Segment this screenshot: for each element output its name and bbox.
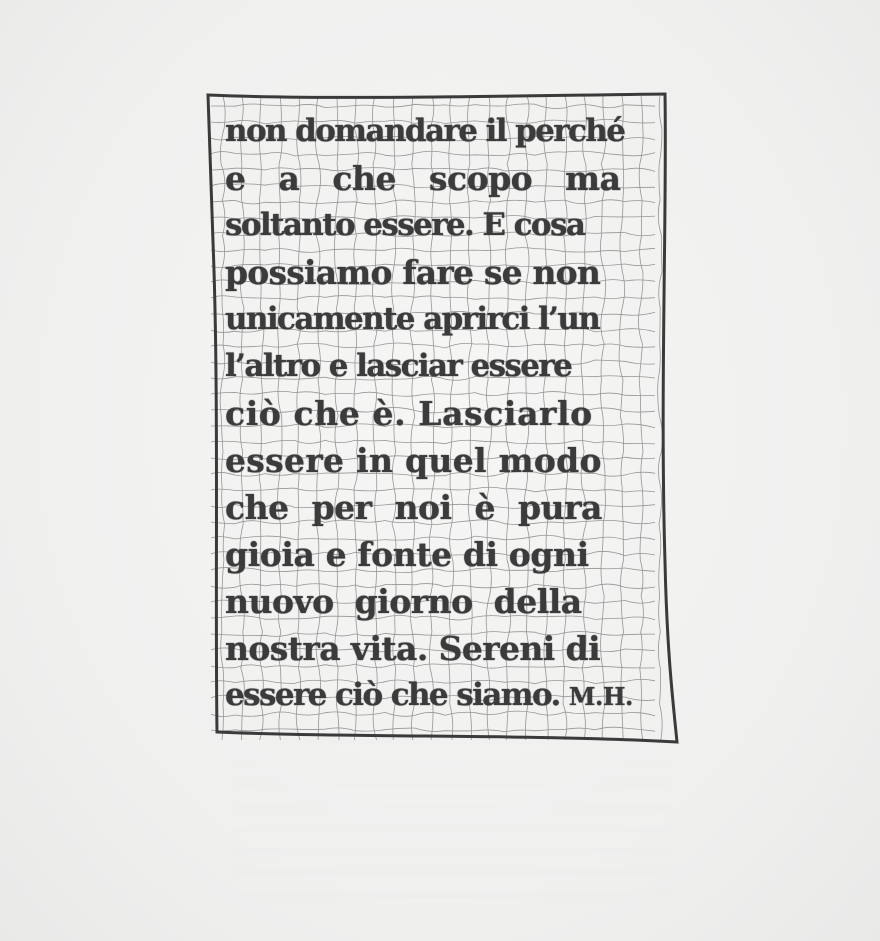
poem-line: l’altro e lasciar essere (225, 348, 572, 384)
poem-line: e a che scopo ma (225, 159, 621, 198)
poem-line: ciò che è. Lasciarlo (225, 394, 593, 433)
poem-line: essere ciò che siamo. (225, 677, 560, 713)
artist-signature: M.H. (568, 682, 633, 711)
wire-text-artwork (205, 92, 680, 744)
poem-line: gioia e fonte di ogni (225, 535, 589, 574)
poem-line: unicamente aprirci l’un (225, 301, 600, 337)
poem-last-line (225, 672, 665, 719)
poem-line: soltanto essere. E cosa (225, 207, 585, 243)
poem-line: essere in quel modo (225, 441, 602, 480)
wire-shadow (232, 740, 672, 910)
poem-line: nuovo giorno della (225, 582, 582, 621)
poem-line: che per noi è pura (225, 488, 602, 527)
poem-line: non domandare il perché (225, 113, 625, 149)
mesh-wire (211, 727, 655, 732)
poem-line: possiamo fare se non (225, 253, 601, 292)
poem-text (225, 108, 665, 719)
poem-line: nostra vita. Sereni di (225, 629, 601, 668)
